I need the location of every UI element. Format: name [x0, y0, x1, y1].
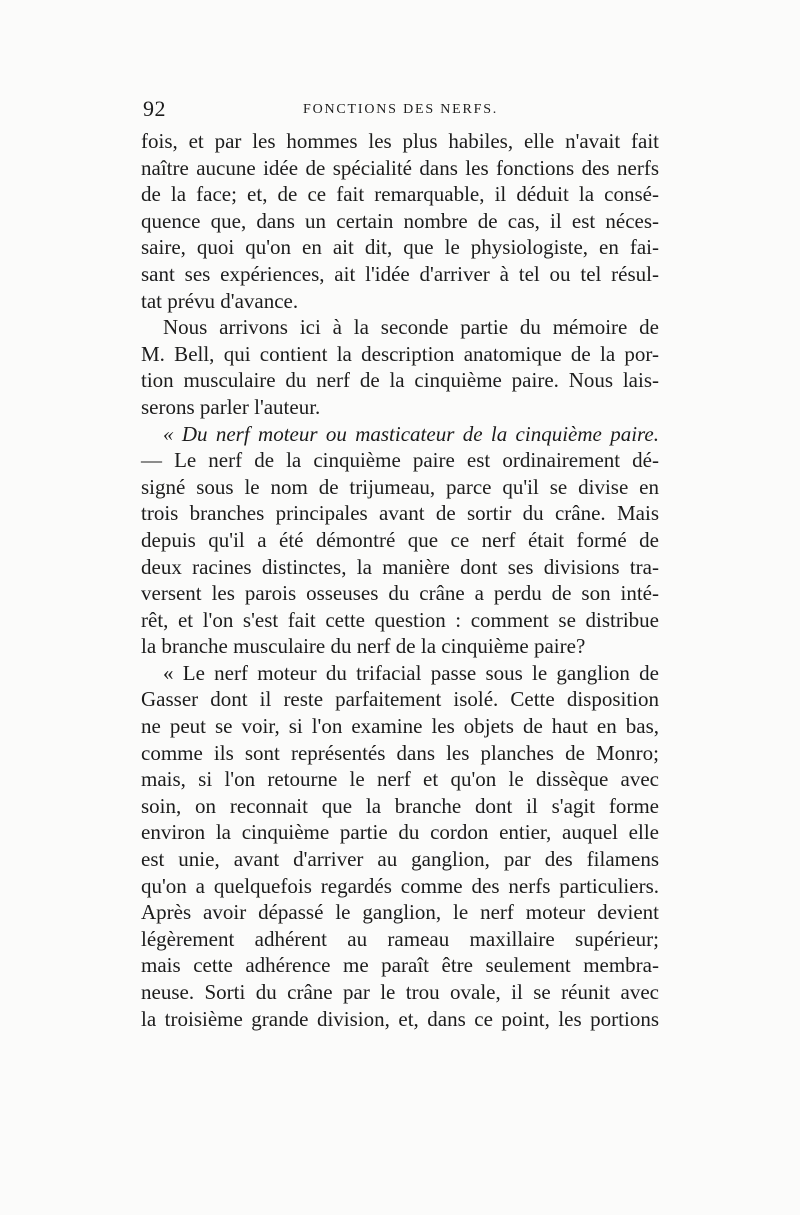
- text-line: signé sous le nom de trijumeau, parce qu'il se divise en: [141, 474, 659, 499]
- text-line: mais, si l'on retourne le nerf et qu'on le dissèque avec: [141, 767, 659, 792]
- text-line: tion musculaire du nerf de la cinquième paire. Nous lais-: [141, 368, 659, 393]
- text-line: trois branches principales avant de sortir du crâne. Mais: [141, 501, 659, 526]
- page-number: 92: [143, 96, 166, 121]
- text-line: quence que, dans un certain nombre de cas, il est néces-: [141, 208, 659, 233]
- text-line: Nous arrivons ici à la seconde partie du mémoire de: [163, 315, 659, 340]
- text-line: serons parler l'auteur.: [141, 394, 321, 419]
- running-title: FONCTIONS DES NERFS.: [303, 102, 499, 117]
- text-line: Après avoir dépassé le ganglion, le nerf moteur devient: [141, 900, 659, 925]
- text-line: fois, et par les hommes les plus habiles, elle n'avait fait: [141, 129, 659, 153]
- text-line: la branche musculaire du nerf de la cinquième paire?: [141, 634, 586, 659]
- text-line: deux racines distinctes, la manière dont ses divisions tra-: [141, 554, 659, 579]
- page-header: [143, 96, 655, 126]
- text-line: comme ils sont représentés dans les planches de Monro;: [141, 740, 659, 765]
- text-line: soin, on reconnait que la branche dont il s'agit forme: [141, 793, 659, 818]
- text-line: neuse. Sorti du crâne par le trou ovale, il se réunit avec: [141, 980, 659, 1004]
- text-line: M. Bell, qui contient la description anatomique de la por-: [141, 341, 659, 366]
- text-line: depuis qu'il a été démontré que ce nerf était formé de: [141, 527, 659, 552]
- text-line: environ la cinquième partie du cordon entier, auquel elle: [141, 820, 659, 845]
- text-line: mais cette adhérence me paraît être seulement membra-: [141, 953, 659, 978]
- body-text: [141, 128, 659, 1032]
- text-line: tat prévu d'avance.: [141, 288, 299, 313]
- text-line: légèrement adhérent au rameau maxillaire supérieur;: [141, 926, 659, 951]
- text-line: qu'on a quelquefois regardés comme des nerfs particuliers.: [141, 873, 659, 898]
- text-line: versent les parois osseuses du crâne a perdu de son inté-: [141, 581, 659, 606]
- text-line: — Le nerf de la cinquième paire est ordinairement dé-: [141, 448, 659, 473]
- text-line: ne peut se voir, si l'on examine les objets de haut en bas,: [141, 714, 659, 739]
- text-line: saire, quoi qu'on en ait dit, que le physiologiste, en fai-: [141, 235, 659, 260]
- text-line: « Le nerf moteur du trifacial passe sous le ganglion de: [163, 660, 659, 685]
- text-line: la troisième grande division, et, dans ce point, les portions: [141, 1006, 659, 1031]
- text-line: Gasser dont il reste parfaitement isolé. Cette disposition: [141, 687, 659, 712]
- text-line: sant ses expériences, ait l'idée d'arriver à tel ou tel résul-: [141, 261, 659, 286]
- text-line: naître aucune idée de spécialité dans les fonctions des nerfs: [141, 155, 659, 180]
- text-line: de la face; et, de ce fait remarquable, il déduit la consé-: [141, 182, 659, 207]
- section-heading-line: « Du nerf moteur ou masticateur de la cinquième paire.: [163, 421, 659, 446]
- text-line: est unie, avant d'arriver au ganglion, par des filamens: [141, 847, 659, 872]
- text-line: rêt, et l'on s'est fait cette question : comment se distribue: [141, 607, 659, 632]
